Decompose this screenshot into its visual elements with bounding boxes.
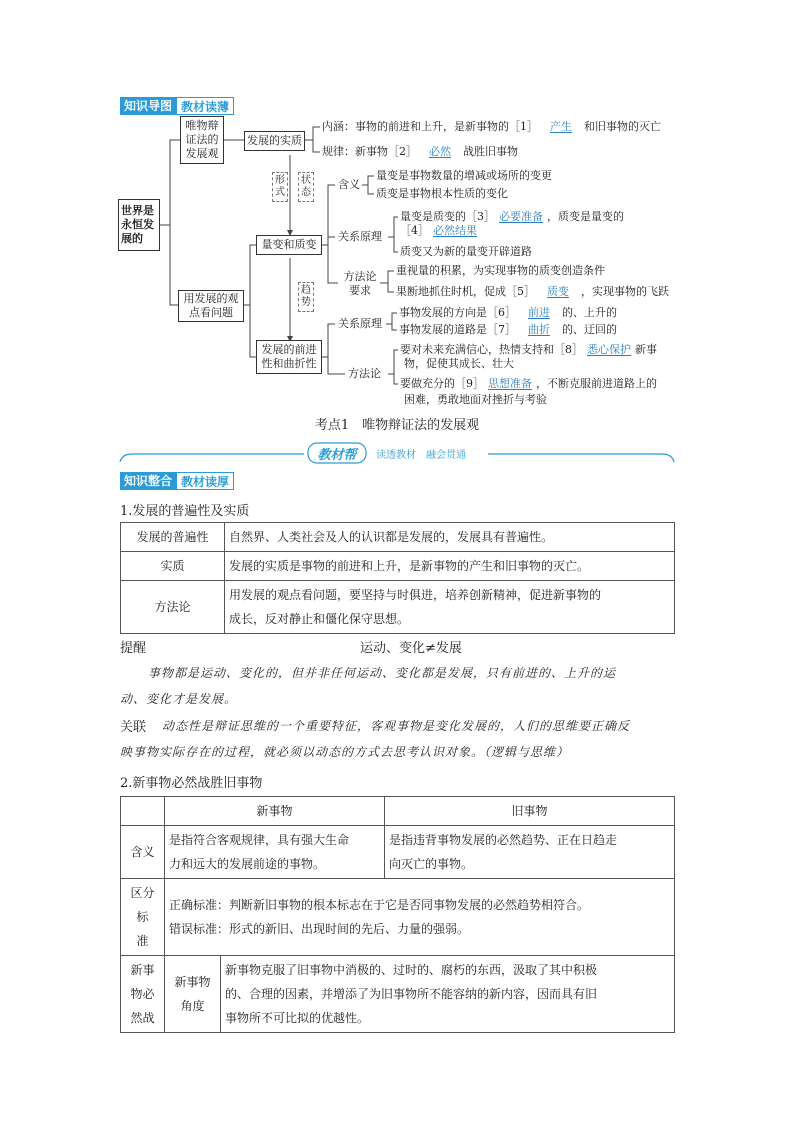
answer-7: 曲折 [528,323,550,336]
answer-5: 质变 [547,285,569,298]
qc-method: 方法论要求 [343,270,377,297]
root-label: 世界是永恒发展的 [121,204,154,245]
table-row [121,552,675,581]
row-key-line1: 区分标 [130,886,155,924]
section1-table [120,522,675,634]
row-subkey-line1: 新事物 [174,975,211,989]
table-row [121,826,675,879]
row-value-line1: 新事物克服了旧事物中消极的、过时的、腐朽的东西，汲取了其中积极 [225,963,598,977]
qc-rel-1-pre: 量变是质变的［3］ [400,210,495,223]
form-label: 形式 [272,172,288,202]
nature-box [244,131,305,151]
row-key [121,879,165,956]
tw-rel-2-post: 的、迂回的 [562,323,617,336]
row-key-line3: 然战 [130,1011,155,1025]
qc-method-2-post: ，实现事物的飞跃 [581,285,669,298]
tw-box [256,340,322,374]
section1-heading: 1.发展的普遍性及实质 [120,504,250,519]
row-old [385,826,675,879]
qc-box [256,235,322,255]
tw-method-1b: 物，促使其成长、壮大 [404,357,514,370]
banner-left: 知识导图 [120,97,176,115]
zhenghe-left: 知识整合 [120,472,176,490]
row-subkey-line2: 角度 [180,999,205,1013]
row-value-line3: 事物所不可比拟的优越性。 [225,1011,370,1025]
row-value: 发展的实质是事物的前进和上升，是新事物的产生和旧事物的灭亡。 [225,552,675,581]
nature-line1-pre: 内涵：事物的前进和上升，是新事物的［1］ [322,120,538,133]
row-value-line2: 错误标准：形式的新旧、出现时间的先后、力量的强弱。 [169,922,470,936]
table-row [121,523,675,552]
tw-rel-2 [399,323,617,337]
row-value [225,581,675,634]
qc-rel-1 [400,210,624,224]
row-new-line2: 力和远大的发展前途的事物。 [169,857,326,871]
section2-heading: 2.新事物必然战胜旧事物 [120,776,263,791]
tw-rel-1-pre: 事物发展的方向是［6］ [399,306,516,319]
row-key-line2: 物必 [130,987,155,1001]
tw-method-1-post: 新事 [635,343,657,356]
remind-title: 运动、变化≠发展 [360,641,462,656]
row-value [165,879,675,956]
table-row [121,879,675,956]
tw-method-2-post: ，不断克服前进道路上的 [536,377,657,390]
answer-8: 悉心保护 [587,343,631,356]
tw-rel-2-pre: 事物发展的道路是［7］ [399,323,516,336]
branch1-box [180,116,224,164]
tw-method-1 [400,343,657,357]
nature-line1-post: 和旧事物的灭亡 [584,120,661,133]
state-label: 状态 [298,172,314,202]
nature-line1 [322,120,661,134]
zhenghe-right: 教材读厚 [176,472,234,490]
nature-line2 [322,145,518,159]
tw-rel-1 [399,306,617,320]
qc-rel-2 [400,224,481,238]
row-old-line2: 向灭亡的事物。 [389,857,474,871]
row-value-line1: 用发展的观点看问题，要坚持与时俱进，培养创新精神，促进新事物的 [229,588,602,602]
remind-line1: 事物都是运动、变化的，但并非任何运动、变化都是发展，只有前进的、上升的运 [148,666,617,680]
remind-label: 提醒 [120,641,147,656]
answer-4: 必然结果 [433,224,477,237]
row-key: 发展的普遍性 [121,523,225,552]
link-label: 关联 [120,720,147,735]
qc-rel-3: 质变又为新的量变开辟道路 [400,245,532,258]
row-key-line1: 新事 [130,963,155,977]
answer-2: 必然 [429,145,451,158]
table-row [121,581,675,634]
qc-meaning-2: 质变是事物根本性质的变化 [376,187,508,200]
table-row [121,956,675,1033]
qc-meaning-1: 量变是事物数量的增减或场所的变更 [376,169,552,182]
answer-9: 思想准备 [488,377,532,390]
jcb-sub: 读透教材 融会贯通 [376,450,466,461]
row-value: 自然界、人类社会及人的认识都是发展的，发展具有普遍性。 [225,523,675,552]
branch1-label: 唯物辩证法的发展观 [185,119,219,160]
qc-method-2-pre: 果断地抓住时机，促成［5］ [396,285,535,298]
tw-method-2 [400,377,657,391]
qc-rel-1-post: ，质变是量变的 [547,210,624,223]
kaodian-title: 考点1 唯物辩证法的发展观 [314,418,480,433]
zhenghe-banner [120,472,234,490]
row-new-line1: 是指符合客观规律，具有强大生命 [169,833,350,847]
qc-method-2 [396,285,669,299]
branch2-label: 用发展的观点看问题 [183,292,239,319]
row-value [221,956,675,1033]
row-value-line1: 正确标准：判断新旧事物的根本标志在于它是否同事物发展的必然趋势相符合。 [169,898,590,912]
row-key: 实质 [121,552,225,581]
answer-3: 必要准备 [499,210,543,223]
banner-right: 教材读薄 [176,97,234,115]
qc-method-1: 重视量的积累，为实现事物的质变创造条件 [396,264,605,277]
nature-line2-post: 战胜旧事物 [463,145,518,158]
branch2-box [178,290,244,322]
root-box [118,199,160,251]
tw-method-2-pre: 要做充分的［9］ [400,377,484,390]
row-key-line2: 准 [136,934,149,948]
tw-label: 发展的前进性和曲折性 [261,343,317,370]
row-old-line1: 是指违背事物发展的必然趋势、正在日趋走 [389,833,618,847]
tw-method-1-pre: 要对未来充满信心，热情支持和［8］ [400,343,583,356]
qc-meaning: 含义 [338,178,360,191]
row-key: 方法论 [121,581,225,634]
answer-6: 前进 [528,306,550,319]
tw-relation: 关系原理 [338,317,382,330]
row-new [165,826,385,879]
header-old: 旧事物 [385,797,675,826]
link-line1: 动态性是辩证思维的一个重要特征，客观事物是变化发展的，人们的思维要正确反 [162,719,631,733]
tw-rel-1-post: 的、上升的 [562,306,617,319]
qc-label: 量变和质变 [261,238,317,251]
section2-table [120,796,675,1033]
tw-method-2b: 困难，勇敢地面对挫折与考验 [404,393,547,406]
nature-label: 发展的实质 [247,134,302,147]
link-line2: 映事物实际存在的过程，就必须以动态的方式去思考认识对象。（逻辑与思维） [120,745,570,759]
table-header-row [121,797,675,826]
nature-line2-pre: 规律：新事物［2］ [322,145,417,158]
row-value-line2: 成长，反对静止和僵化保守思想。 [229,612,410,626]
row-key: 含义 [121,826,165,879]
answer-1: 产生 [550,120,572,133]
tw-method: 方法论 [348,367,381,380]
row-subkey [165,956,221,1033]
row-value-line2: 的、合理的因素，并增添了为旧事物所不能容纳的新内容，因而具有旧 [225,987,598,1001]
trend-label: 趋势 [298,282,314,312]
row-key [121,956,165,1033]
qc-rel-2-pre: ［4］ [400,224,429,237]
header-empty [121,797,165,826]
jcb-title: 教材帮 [317,448,357,463]
qc-relation: 关系原理 [338,230,382,243]
remind-line2: 动、变化才是发展。 [120,692,238,706]
header-new: 新事物 [165,797,385,826]
